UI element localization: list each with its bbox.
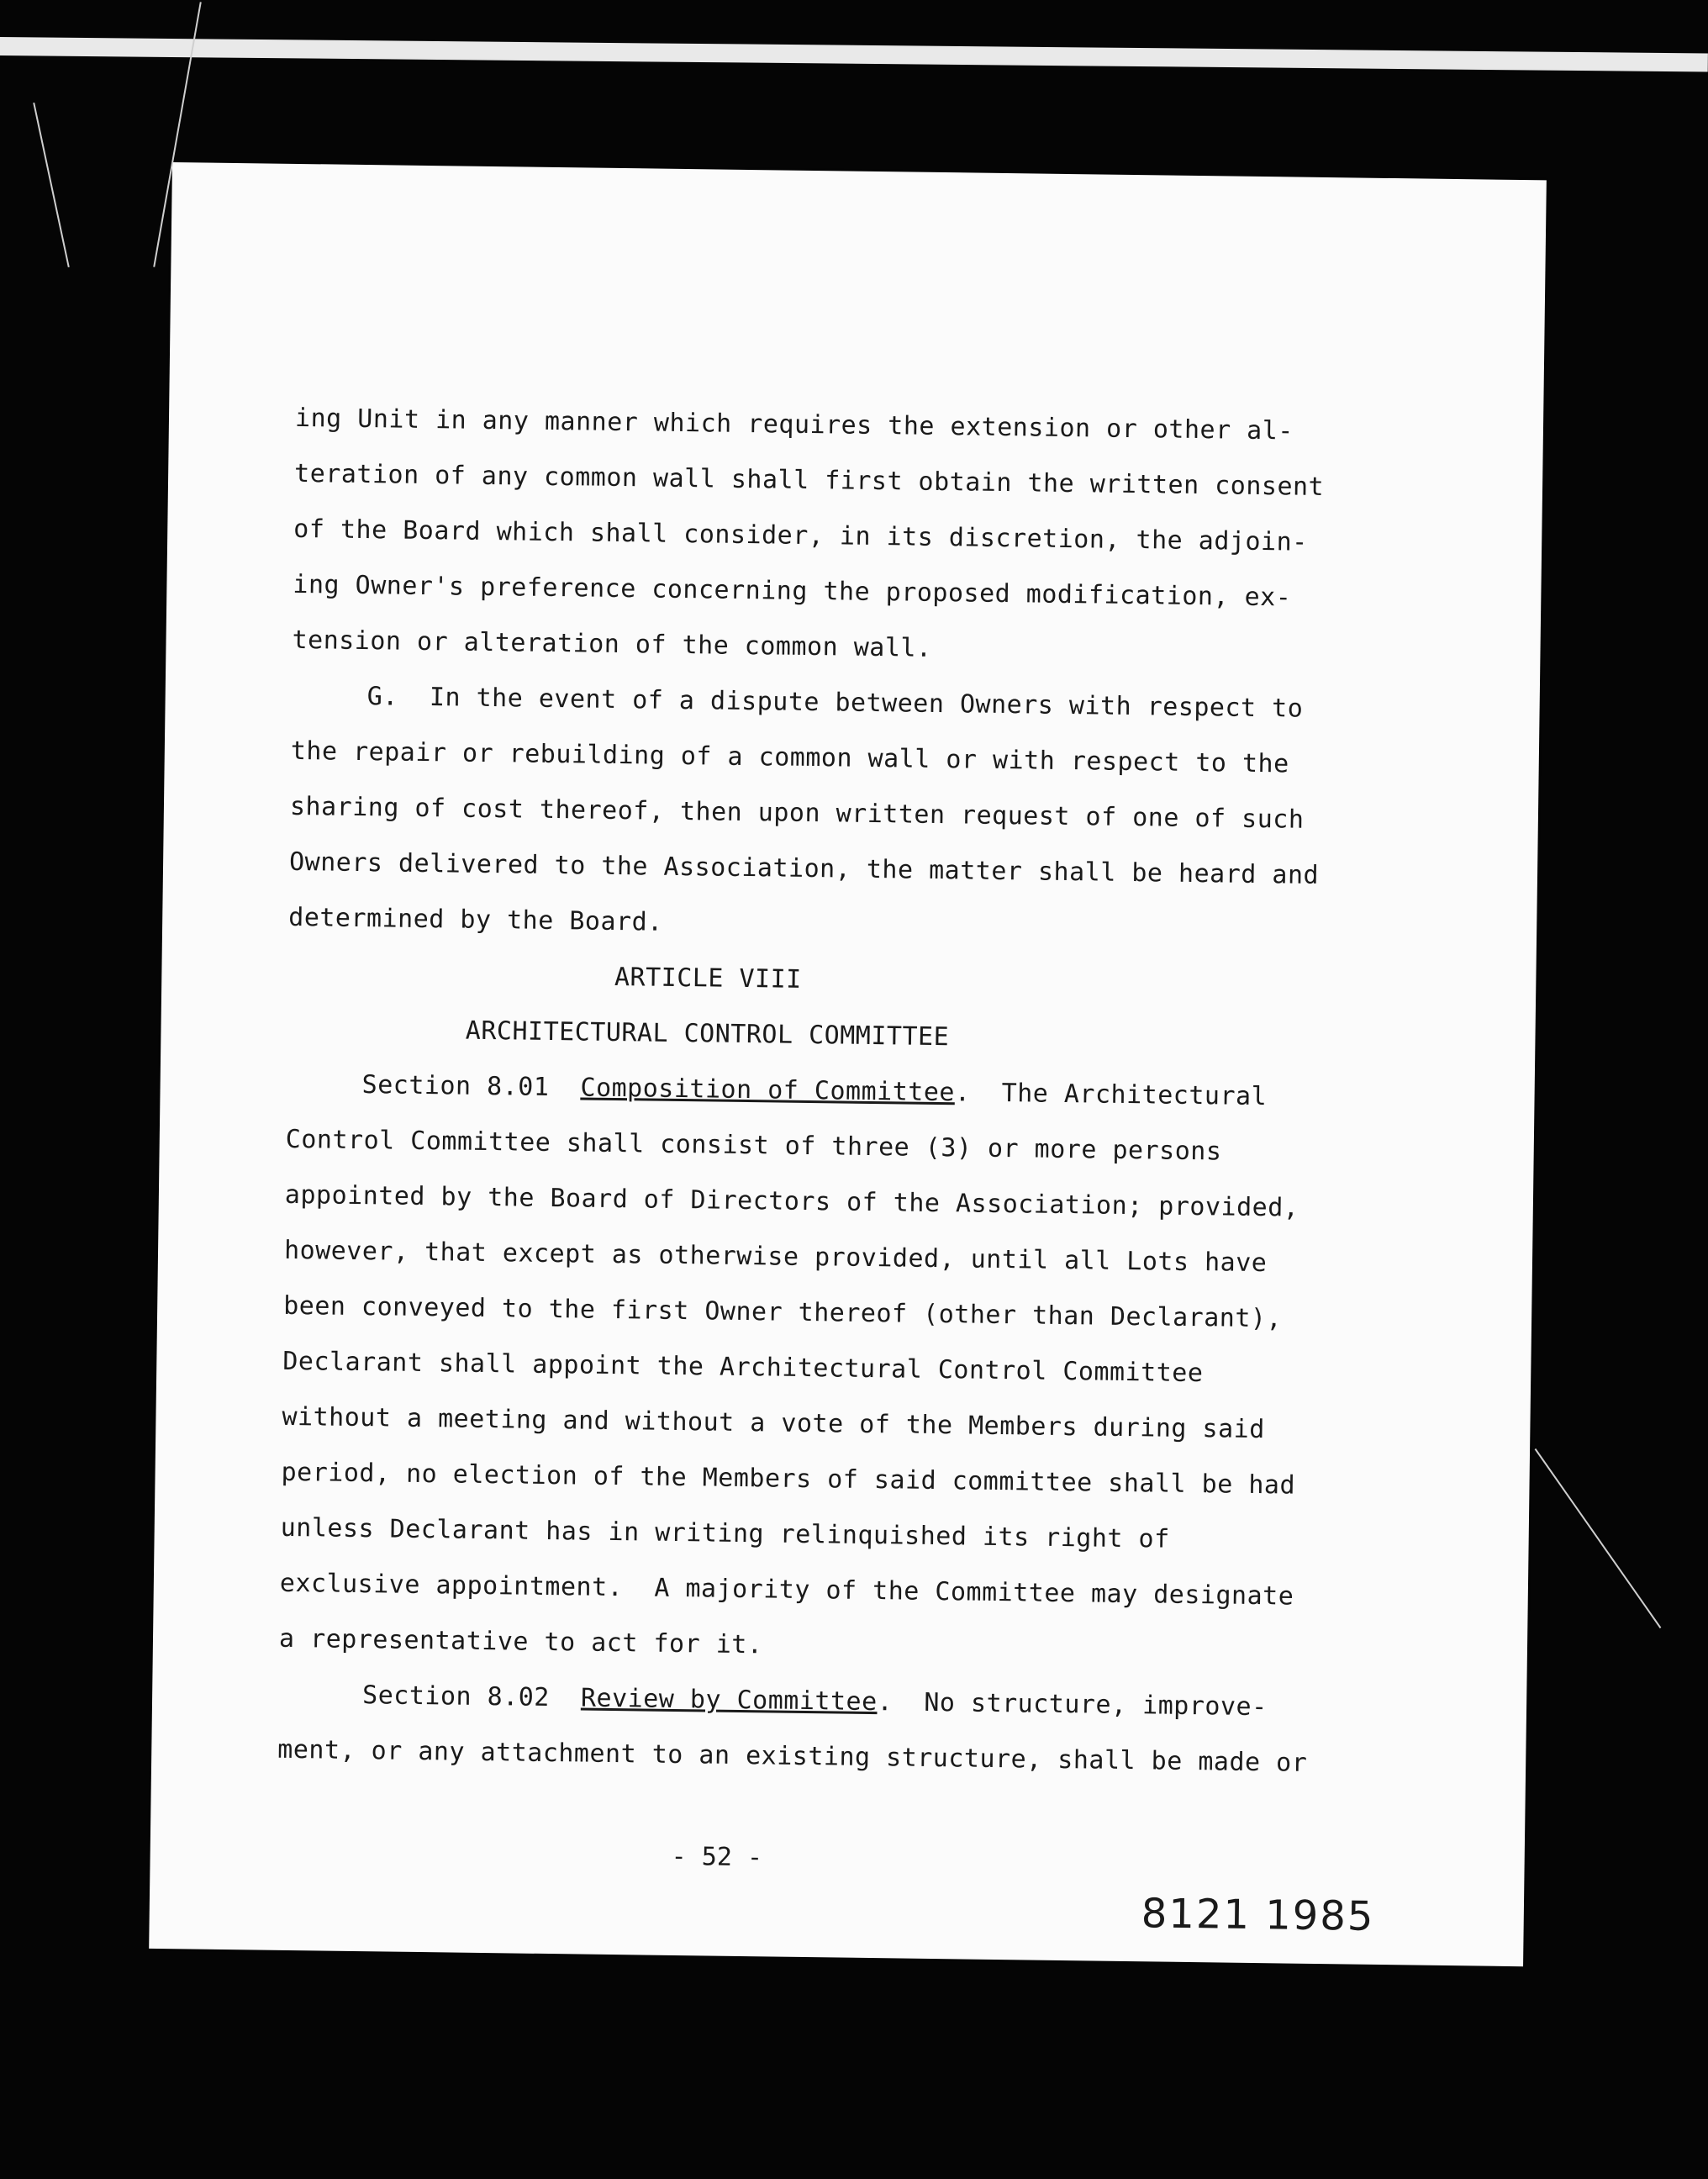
- page-number: - 52 -: [671, 1841, 763, 1873]
- section-802-title: Review by Committee: [580, 1683, 878, 1717]
- scan-scratch: [33, 103, 70, 267]
- section-802-label: Section 8.02: [361, 1680, 551, 1713]
- text-line: teration of any common wall shall first obtain the written consent: [293, 458, 1325, 502]
- text-line: Owners delivered to the Association, the matter shall be heard and: [288, 847, 1320, 890]
- text-line: unless Declarant has in writing relinquished its right of: [280, 1512, 1170, 1554]
- text-line: G. In the event of a dispute between Owners with respect to: [366, 682, 1304, 724]
- section-802-lead: . No structure, improve-: [877, 1687, 1268, 1723]
- article-title: ARCHITECTURAL CONTROL COMMITTEE: [465, 1016, 950, 1053]
- scan-scratch: [1535, 1448, 1662, 1628]
- text-line: been conveyed to the first Owner thereof (other than Declarant),: [282, 1290, 1283, 1334]
- scan-border-strip: [0, 37, 1708, 72]
- text-line: appointed by the Board of Directors of the Association; provided,: [284, 1179, 1299, 1223]
- article-heading: ARTICLE VIII: [614, 962, 802, 995]
- document-page: [149, 162, 1547, 1966]
- text-line: of the Board which shall consider, in its discretion, the adjoin-: [293, 514, 1308, 557]
- text-line: ing Owner's preference concerning the proposed modification, ex-: [293, 569, 1292, 613]
- section-801-label: Section 8.01: [361, 1070, 550, 1102]
- text-line: tension or alteration of the common wall.: [292, 625, 932, 663]
- text-line: period, no election of the Members of said committee shall be had: [281, 1457, 1296, 1501]
- text-line: however, that except as otherwise provided, until all Lots have: [283, 1235, 1268, 1279]
- text-line: a representative to act for it.: [278, 1623, 763, 1660]
- text-line: the repair or rebuilding of a common wall or with respect to the: [290, 736, 1289, 779]
- record-number: 8121 1985: [1141, 1890, 1375, 1940]
- text-line: determined by the Board.: [288, 902, 663, 937]
- section-801-title: Composition of Committee: [580, 1073, 956, 1108]
- body-text: [277, 391, 1421, 1792]
- text-line: ing Unit in any manner which requires the extension or other al-: [294, 403, 1294, 446]
- text-line: without a meeting and without a vote of the Members during said: [282, 1401, 1265, 1445]
- text-line: ment, or any attachment to an existing structure, shall be made or: [277, 1734, 1308, 1778]
- section-801-lead: . The Architectural: [954, 1078, 1268, 1112]
- text-line: exclusive appointment. A majority of the Committee may designate: [279, 1568, 1294, 1612]
- text-line: Declarant shall appoint the Architectural Control Committee: [282, 1346, 1204, 1389]
- text-line: sharing of cost thereof, then upon written request of one of such: [289, 791, 1305, 835]
- text-line: Control Committee shall consist of three (3) or more persons: [285, 1124, 1222, 1167]
